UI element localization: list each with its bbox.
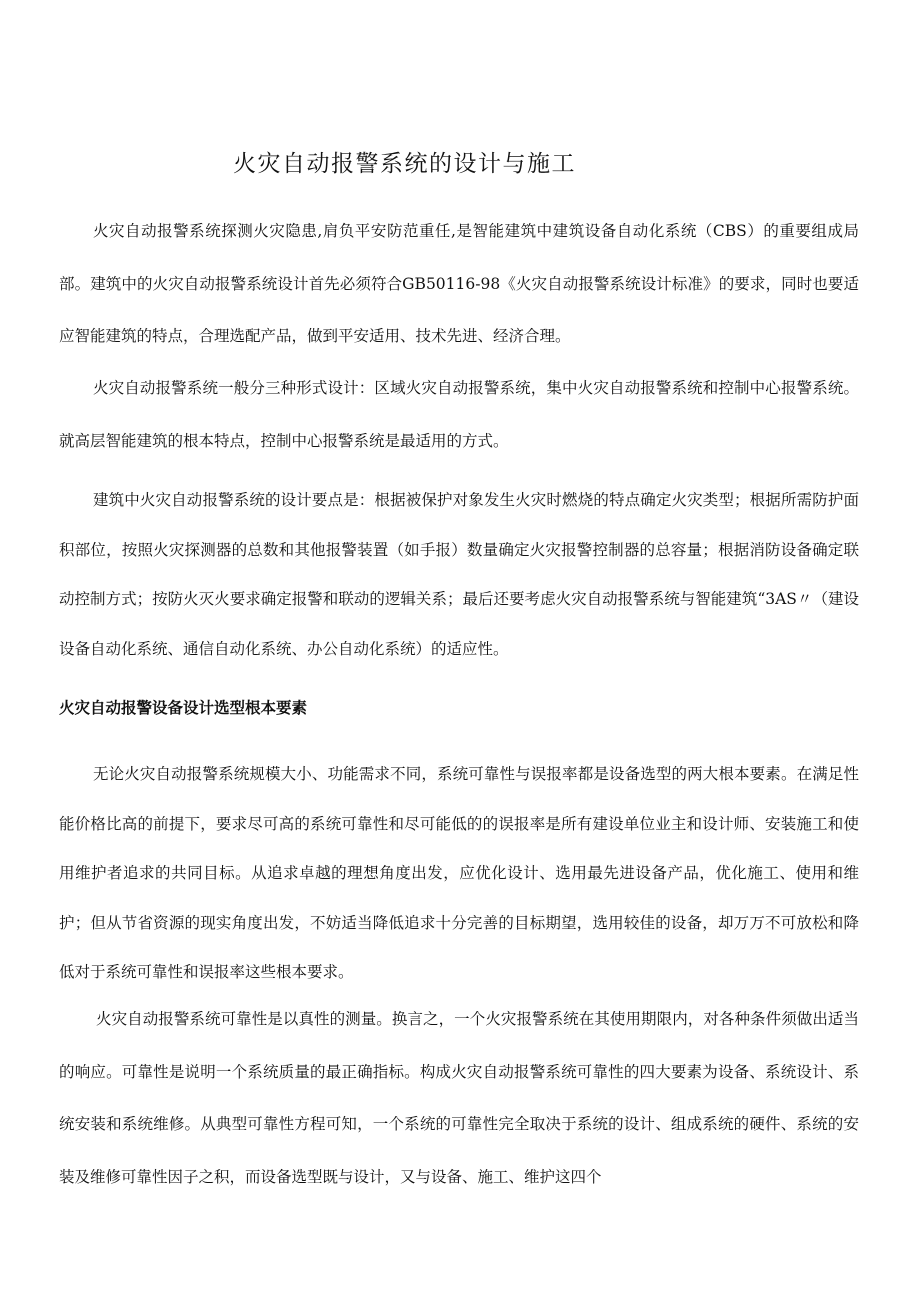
- document-title: 火灾自动报警系统的设计与施工: [233, 151, 576, 177]
- paragraph-reliability: 火灾自动报警系统可靠性是以真性的测量。换言之，一个火灾报警系统在其使用期限内，对各种条件须做出适当的响应。可靠性是说明一个系统质量的最正确指标。构成火灾自动报警系统可靠性的四大要素为设备、系统设计、系统安装和系统维修。从典型可靠性方程可知，一个系统的可靠性完全取决于系统的设计、组成系统的硬件、系统的安装及维修可靠性因子之积，而设备选型既与设计，又与设备、施工、维护这四个: [59, 1010, 859, 1186]
- paragraph-intro: 火灾自动报警系统探测火灾隐患,肩负平安防范重任,是智能建筑中建筑设备自动化系统（CBS）的重要组成局部。建筑中的火灾自动报警系统设计首先必须符合GB50116-98《火灾自动报警系统设计标准》的要求，同时也要适应智能建筑的特点，合理选配产品，做到平安适用、技术先进、经济合理。: [59, 222, 859, 345]
- paragraph-selection-factors: 无论火灾自动报警系统规模大小、功能需求不同，系统可靠性与误报率都是设备选型的两大根本要素。在满足性能价格比高的前提下，要求尽可高的系统可靠性和尽可能低的的误报率是所有建设单位业主和设计师、安装施工和使用维护者追求的共同目标。从追求卓越的理想角度出发，应优化设计、选用最先进设备产品，优化施工、使用和维护；但从节省资源的现实角度出发，不妨适当降低追求十分完善的目标期望，选用较佳的设备，却万万不可放松和降低对于系统可靠性和误报率这些根本要求。: [59, 765, 859, 981]
- paragraph-design-points: 建筑中火灾自动报警系统的设计要点是：根据被保护对象发生火灾时燃烧的特点确定火灾类型；根据所需防护面积部位，按照火灾探测器的总数和其他报警装置（如手报）数量确定火灾报警控制器的总容量；根据消防设备确定联动控制方式；按防火灭火要求确定报警和联动的逻辑关系；最后还要考虑火灾自动报警系统与智能建筑“3AS〃（建设设备自动化系统、通信自动化系统、办公自动化系统）的适应性。: [59, 491, 859, 658]
- paragraph-system-forms: 火灾自动报警系统一般分三种形式设计：区域火灾自动报警系统，集中火灾自动报警系统和控制中心报警系统。就高层智能建筑的根本特点，控制中心报警系统是最适用的方式。: [59, 379, 859, 450]
- section-heading: 火灾自动报警设备设计选型根本要素: [59, 699, 308, 717]
